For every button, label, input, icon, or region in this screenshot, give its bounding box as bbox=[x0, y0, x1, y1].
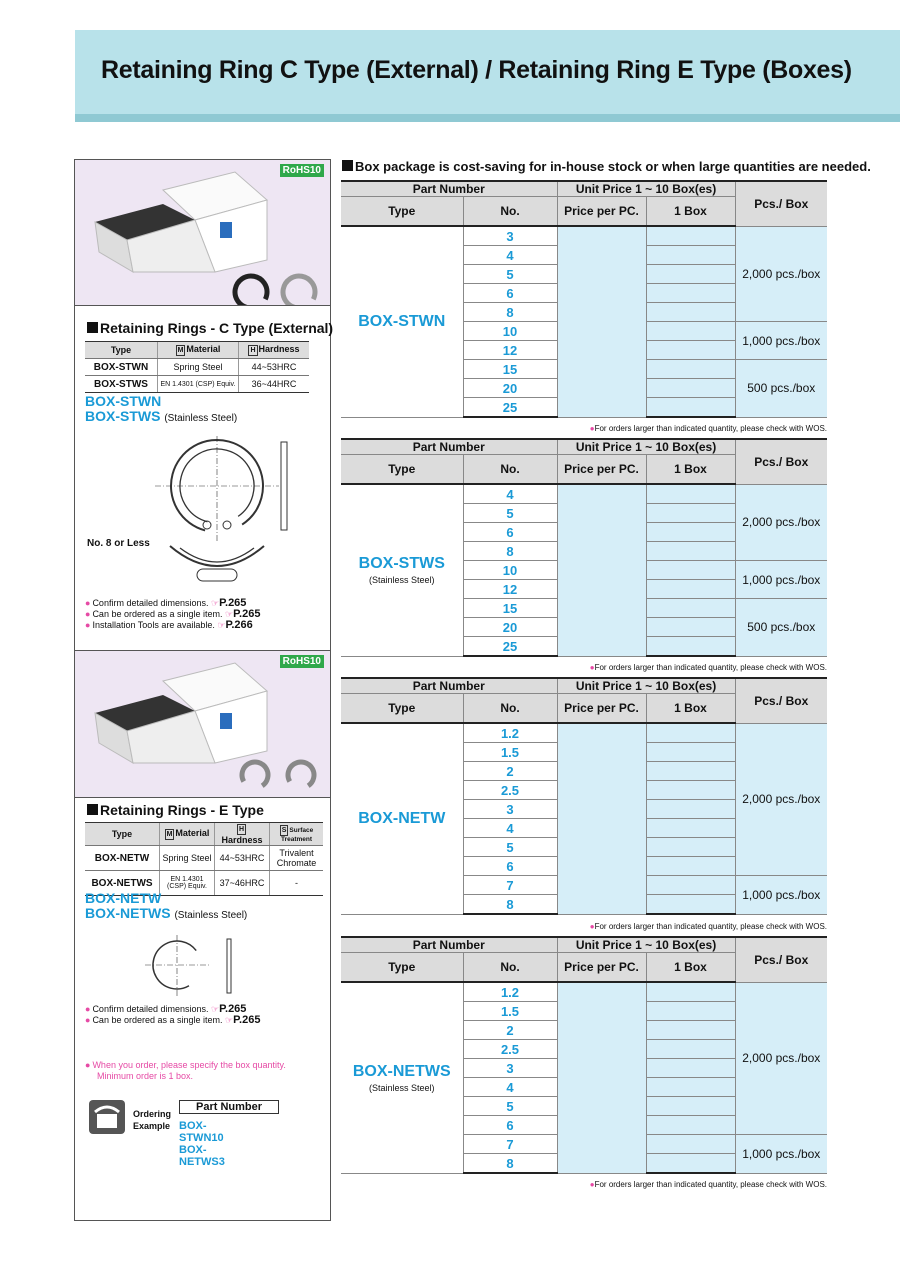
e-type-product-photo bbox=[75, 650, 330, 798]
type-cell: BOX-STWN bbox=[341, 226, 463, 417]
box-with-c-rings-image bbox=[75, 160, 330, 305]
type-cell: BOX-NETW bbox=[341, 723, 463, 914]
c-section-title: Retaining Rings - C Type (External) bbox=[87, 320, 333, 336]
order-quantity-note: ● When you order, please specify the box quantity. Minimum order is 1 box. bbox=[85, 1060, 286, 1081]
e-ring-drawing bbox=[135, 935, 255, 1005]
size-number-cell: 3 bbox=[463, 800, 557, 819]
no8-label: No. 8 or Less bbox=[87, 538, 150, 549]
type-header: Type bbox=[341, 953, 463, 983]
one-box-price-cell bbox=[646, 857, 735, 876]
price-per-pc-header: Price per PC. bbox=[557, 953, 646, 983]
c-type-product-photo bbox=[75, 160, 330, 306]
wos-footnote: ●For orders larger than indicated quantity, please check with WOS. bbox=[589, 922, 827, 931]
one-box-price-cell bbox=[646, 322, 735, 341]
one-box-price-cell bbox=[646, 265, 735, 284]
type-cell: BOX-STWS (Stainless Steel) bbox=[341, 484, 463, 656]
size-number-cell: 1.2 bbox=[463, 982, 557, 1002]
left-panel: RoHS10 Retaining Rings - C Type (External) Type M Material H Hardness BOX-STWN Spring Steel 44~53HRC BOX-STWS EN 1.4301 (CSP) Equiv. 36~44HRC BOX-STWN BOX-STWS (Stainless Steel) No. 8 or Less ● Confirm detailed dimensions. ☞P.265 ● Can be ordered as a single item. ☞P.265 ● Installation Tools are available. ☞P.266 RoHS10 Retaining Rings - E Type Type M Material HHardness S Surface Treatment BOX-NETW Spring Steel 44~53HRC Trivalent Chromate BOX-NETWS EN 1.4301 (CSP) Equiv. 37~46HRC - BOX-NETW BOX-NETWS (Stainless Steel) ● Confirm detailed dimensions. ☞P.265 ● Can be ordered as a single item. ☞P.265 ● When you order, please specify the box quantity. Minimum order is 1 box. Ordering Example Part Number BOX-STWN10 BOX-NETWS3 bbox=[74, 159, 331, 1221]
one-box-price-cell bbox=[646, 982, 735, 1002]
size-number-cell: 6 bbox=[463, 1116, 557, 1135]
one-box-price-cell bbox=[646, 838, 735, 857]
one-box-price-cell bbox=[646, 360, 735, 379]
wos-footnote: ●For orders larger than indicated quantity, please check with WOS. bbox=[589, 1180, 827, 1189]
one-box-price-cell bbox=[646, 379, 735, 398]
pcs-box-header: Pcs./ Box bbox=[735, 678, 827, 723]
type-header: Type bbox=[341, 455, 463, 485]
price-table-box-netw bbox=[341, 677, 827, 915]
phone-icon bbox=[89, 1100, 125, 1134]
one-box-price-cell bbox=[646, 599, 735, 618]
size-number-cell: 15 bbox=[463, 599, 557, 618]
e-type-names: BOX-NETW BOX-NETWS (Stainless Steel) bbox=[85, 890, 248, 921]
one-box-price-cell bbox=[646, 341, 735, 360]
pcs-per-box-cell: 2,000 pcs./box bbox=[735, 723, 827, 876]
one-box-header: 1 Box bbox=[646, 455, 735, 485]
size-number-cell: 5 bbox=[463, 1097, 557, 1116]
box-package-title: Box package is cost-saving for in-house stock or when large quantities are needed. bbox=[342, 159, 871, 174]
one-box-price-cell bbox=[646, 637, 735, 657]
e-material-table: Type M Material HHardness S Surface Treatment BOX-NETW Spring Steel 44~53HRC Trivalent Chromate BOX-NETWS EN 1.4301 (CSP) Equiv. 37~46HRC - bbox=[85, 822, 323, 896]
ordering-header: Part Number bbox=[179, 1100, 279, 1114]
one-box-price-cell bbox=[646, 1021, 735, 1040]
size-number-cell: 20 bbox=[463, 379, 557, 398]
no-header: No. bbox=[463, 694, 557, 724]
page-title: Retaining Ring C Type (External) / Retaining Ring E Type (Boxes) bbox=[101, 56, 852, 84]
pcs-box-header: Pcs./ Box bbox=[735, 439, 827, 484]
size-number-cell: 12 bbox=[463, 580, 557, 599]
price-per-pc-cell bbox=[557, 226, 646, 417]
price-per-pc-header: Price per PC. bbox=[557, 455, 646, 485]
e-section-title: Retaining Rings - E Type bbox=[87, 802, 264, 818]
wos-footnote: ●For orders larger than indicated quantity, please check with WOS. bbox=[589, 663, 827, 672]
unit-price-header: Unit Price 1 ~ 10 Box(es) bbox=[557, 439, 735, 455]
size-number-cell: 1.2 bbox=[463, 723, 557, 743]
e-notes: ● Confirm detailed dimensions. ☞P.265 ● Can be ordered as a single item. ☞P.265 bbox=[85, 1003, 261, 1026]
size-number-cell: 4 bbox=[463, 484, 557, 504]
size-number-cell: 7 bbox=[463, 876, 557, 895]
size-number-cell: 1.5 bbox=[463, 743, 557, 762]
unit-price-header: Unit Price 1 ~ 10 Box(es) bbox=[557, 181, 735, 197]
size-number-cell: 12 bbox=[463, 341, 557, 360]
size-number-cell: 5 bbox=[463, 838, 557, 857]
one-box-price-cell bbox=[646, 819, 735, 838]
one-box-price-cell bbox=[646, 781, 735, 800]
box-with-e-rings-image bbox=[75, 651, 330, 797]
one-box-price-cell bbox=[646, 398, 735, 418]
unit-price-header: Unit Price 1 ~ 10 Box(es) bbox=[557, 937, 735, 953]
size-number-cell: 2 bbox=[463, 1021, 557, 1040]
price-per-pc-cell bbox=[557, 484, 646, 656]
price-table-box-netws bbox=[341, 936, 827, 1174]
pcs-per-box-cell: 2,000 pcs./box bbox=[735, 226, 827, 322]
one-box-price-cell bbox=[646, 618, 735, 637]
part-number-header: Part Number bbox=[341, 181, 557, 197]
size-number-cell: 6 bbox=[463, 857, 557, 876]
one-box-price-cell bbox=[646, 523, 735, 542]
part-number-header: Part Number bbox=[341, 678, 557, 694]
size-number-cell: 4 bbox=[463, 246, 557, 265]
size-number-cell: 5 bbox=[463, 265, 557, 284]
price-table-box-stwn bbox=[341, 180, 827, 418]
one-box-price-cell bbox=[646, 1135, 735, 1154]
price-per-pc-cell bbox=[557, 723, 646, 914]
price-per-pc-cell bbox=[557, 982, 646, 1173]
page-header bbox=[75, 30, 900, 114]
c-type-names: BOX-STWN BOX-STWS (Stainless Steel) bbox=[85, 393, 238, 424]
size-number-cell: 5 bbox=[463, 504, 557, 523]
size-number-cell: 6 bbox=[463, 523, 557, 542]
one-box-price-cell bbox=[646, 561, 735, 580]
size-number-cell: 25 bbox=[463, 398, 557, 418]
size-number-cell: 3 bbox=[463, 226, 557, 246]
one-box-price-cell bbox=[646, 876, 735, 895]
one-box-price-cell bbox=[646, 484, 735, 504]
size-number-cell: 2 bbox=[463, 762, 557, 781]
one-box-price-cell bbox=[646, 1116, 735, 1135]
header-shadow bbox=[75, 114, 900, 122]
one-box-price-cell bbox=[646, 542, 735, 561]
no-header: No. bbox=[463, 953, 557, 983]
size-number-cell: 15 bbox=[463, 360, 557, 379]
no-header: No. bbox=[463, 197, 557, 227]
one-box-price-cell bbox=[646, 743, 735, 762]
c-ring-drawing bbox=[135, 436, 315, 596]
one-box-price-cell bbox=[646, 504, 735, 523]
pcs-per-box-cell: 1,000 pcs./box bbox=[735, 561, 827, 599]
one-box-price-cell bbox=[646, 800, 735, 819]
size-number-cell: 8 bbox=[463, 895, 557, 915]
size-number-cell: 7 bbox=[463, 1135, 557, 1154]
one-box-price-cell bbox=[646, 580, 735, 599]
one-box-price-cell bbox=[646, 303, 735, 322]
one-box-price-cell bbox=[646, 1059, 735, 1078]
pcs-per-box-cell: 2,000 pcs./box bbox=[735, 982, 827, 1135]
c-material-table: Type M Material H Hardness BOX-STWN Spring Steel 44~53HRC BOX-STWS EN 1.4301 (CSP) Equiv. 36~44HRC bbox=[85, 341, 309, 393]
size-number-cell: 8 bbox=[463, 542, 557, 561]
unit-price-header: Unit Price 1 ~ 10 Box(es) bbox=[557, 678, 735, 694]
one-box-price-cell bbox=[646, 723, 735, 743]
size-number-cell: 1.5 bbox=[463, 1002, 557, 1021]
size-number-cell: 2.5 bbox=[463, 781, 557, 800]
size-number-cell: 4 bbox=[463, 819, 557, 838]
price-per-pc-header: Price per PC. bbox=[557, 694, 646, 724]
type-header: Type bbox=[341, 197, 463, 227]
type-cell: BOX-NETWS (Stainless Steel) bbox=[341, 982, 463, 1173]
one-box-price-cell bbox=[646, 226, 735, 246]
pcs-per-box-cell: 1,000 pcs./box bbox=[735, 1135, 827, 1174]
size-number-cell: 10 bbox=[463, 561, 557, 580]
size-number-cell: 8 bbox=[463, 303, 557, 322]
one-box-price-cell bbox=[646, 1097, 735, 1116]
no-header: No. bbox=[463, 455, 557, 485]
one-box-price-cell bbox=[646, 246, 735, 265]
size-number-cell: 25 bbox=[463, 637, 557, 657]
rohs-badge: RoHS10 bbox=[280, 655, 324, 668]
one-box-price-cell bbox=[646, 1002, 735, 1021]
one-box-header: 1 Box bbox=[646, 953, 735, 983]
wos-footnote: ●For orders larger than indicated quantity, please check with WOS. bbox=[589, 424, 827, 433]
one-box-price-cell bbox=[646, 1154, 735, 1174]
one-box-price-cell bbox=[646, 1040, 735, 1059]
type-header: Type bbox=[341, 694, 463, 724]
one-box-price-cell bbox=[646, 762, 735, 781]
one-box-price-cell bbox=[646, 284, 735, 303]
ordering-examples: BOX-STWN10 BOX-NETWS3 bbox=[179, 1120, 225, 1168]
pcs-per-box-cell: 500 pcs./box bbox=[735, 360, 827, 418]
part-number-header: Part Number bbox=[341, 937, 557, 953]
size-number-cell: 20 bbox=[463, 618, 557, 637]
pcs-per-box-cell: 1,000 pcs./box bbox=[735, 322, 827, 360]
one-box-price-cell bbox=[646, 895, 735, 915]
size-number-cell: 10 bbox=[463, 322, 557, 341]
size-number-cell: 6 bbox=[463, 284, 557, 303]
size-number-cell: 8 bbox=[463, 1154, 557, 1174]
pcs-per-box-cell: 1,000 pcs./box bbox=[735, 876, 827, 915]
pcs-per-box-cell: 2,000 pcs./box bbox=[735, 484, 827, 561]
one-box-header: 1 Box bbox=[646, 694, 735, 724]
one-box-price-cell bbox=[646, 1078, 735, 1097]
pcs-box-header: Pcs./ Box bbox=[735, 181, 827, 226]
part-number-header: Part Number bbox=[341, 439, 557, 455]
size-number-cell: 3 bbox=[463, 1059, 557, 1078]
c-notes: ● Confirm detailed dimensions. ☞P.265 ● Can be ordered as a single item. ☞P.265 ● Installation Tools are available. ☞P.266 bbox=[85, 597, 261, 631]
rohs-badge: RoHS10 bbox=[280, 164, 324, 177]
pcs-per-box-cell: 500 pcs./box bbox=[735, 599, 827, 657]
price-per-pc-header: Price per PC. bbox=[557, 197, 646, 227]
one-box-header: 1 Box bbox=[646, 197, 735, 227]
size-number-cell: 4 bbox=[463, 1078, 557, 1097]
price-table-box-stws bbox=[341, 438, 827, 657]
size-number-cell: 2.5 bbox=[463, 1040, 557, 1059]
pcs-box-header: Pcs./ Box bbox=[735, 937, 827, 982]
